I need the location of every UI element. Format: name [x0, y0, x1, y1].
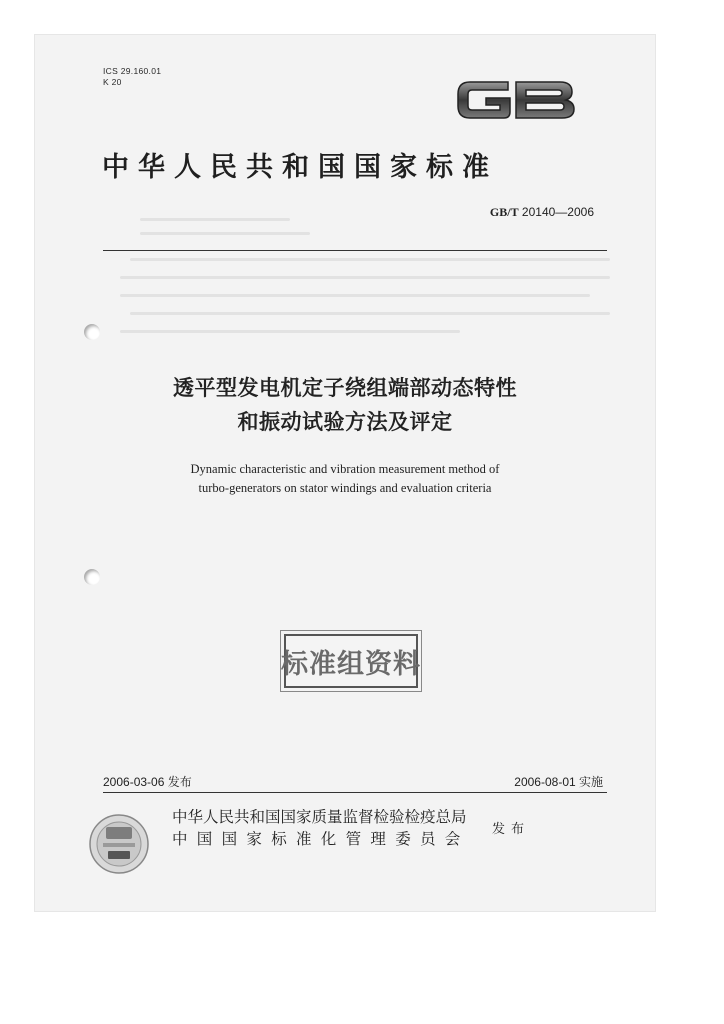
standard-number	[490, 205, 594, 220]
punch-hole	[84, 324, 100, 340]
issuer-line-2: 中国国家标准化管理委员会	[172, 830, 470, 848]
document-category-title: 中华人民共和国国家标准	[102, 152, 498, 183]
title-english-line-1: Dynamic characteristic and vibration measurement method of	[190, 462, 500, 476]
title-chinese-line-1: 透平型发电机定子绕组端部动态特性	[173, 376, 517, 400]
gb-logo-icon	[452, 72, 578, 128]
library-stamp	[281, 634, 421, 688]
official-seal-icon	[88, 813, 150, 875]
implementation-date: 2006-08-01 实施	[514, 775, 603, 789]
title-english-line-2: turbo-generators on stator windings and evaluation criteria	[198, 481, 492, 495]
scan-artifact	[120, 294, 590, 297]
stamp-text: 标准组资料	[281, 648, 421, 680]
ics-code: ICS 29.160.01	[103, 66, 162, 76]
scan-artifact	[120, 276, 610, 279]
header-divider	[103, 250, 607, 251]
footer-divider	[103, 792, 607, 793]
title-chinese-line-2: 和振动试验方法及评定	[237, 410, 453, 434]
publish-label: 发布	[492, 822, 531, 837]
issuing-authorities	[172, 806, 470, 850]
scan-artifact	[140, 232, 310, 235]
standard-number-value: 20140—2006	[521, 205, 594, 219]
classification-codes	[103, 66, 161, 88]
issue-date: 2006-03-06 发布	[103, 775, 192, 789]
standard-number-prefix: GB/T	[489, 205, 519, 219]
punch-hole	[84, 569, 100, 585]
class-code: K 20	[103, 77, 122, 87]
scan-artifact	[130, 312, 610, 315]
scan-artifact	[140, 218, 290, 221]
issuer-line-1: 中华人民共和国国家质量监督检验检疫总局	[172, 808, 467, 826]
scan-artifact	[130, 258, 610, 261]
scan-artifact	[120, 330, 460, 333]
